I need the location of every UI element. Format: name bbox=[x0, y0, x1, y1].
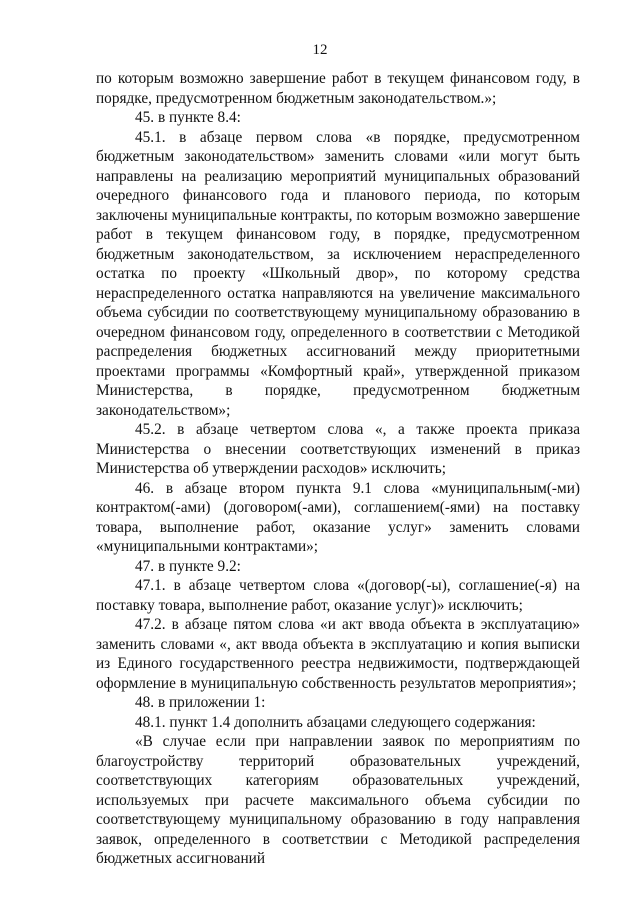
page-number: 12 bbox=[312, 42, 328, 58]
paragraph: 47.1. в абзаце четвертом слова «(договор(-ы), соглашение(-я) на поставку товара, выполнение работ, оказание услуг)» исключить; bbox=[96, 577, 580, 614]
paragraph: 45.2. в абзаце четвертом слова «, а также проекта приказа Министерства о внесении соответствующих изменений в приказ Министерства об утверждении расходов» исключить; bbox=[96, 421, 580, 477]
paragraph: 47.2. в абзаце пятом слова «и акт ввода объекта в эксплуатацию» заменить словами «, акт ввода объекта в эксплуатацию и копия выписки из Единого государственного реестра недвижимости, подтверждающей оформление в муниципальную собственность результатов мероприятия»; bbox=[96, 616, 580, 692]
document-body bbox=[96, 69, 580, 869]
paragraph: 45. в пункте 8.4: bbox=[135, 109, 241, 126]
paragraph: по которым возможно завершение работ в текущем финансовом году, в порядке, предусмотренном бюджетным законодательством.»; bbox=[96, 70, 580, 107]
paragraph: 47. в пункте 9.2: bbox=[135, 557, 241, 575]
paragraph: «В случае если при направлении заявок по мероприятиям по благоустройству территорий образовательных учреждений, соответствующих категориям образовательных учреждений, используемых при расчете максимального объема субсидии по соответствующему муниципальному образованию в году направления заявок, определенного в соответствии с Методикой распределения бюджетных ассигнований bbox=[96, 733, 580, 867]
paragraph: 46. в абзаце втором пункта 9.1 слова «муниципальным(-ми) контрактом(-ами) (договором(-ами), соглашением(-ями) на поставку товара, выполнение работ, оказание услуг» заменить словами «муниципальными контрактами»; bbox=[96, 479, 580, 555]
paragraph: 45.1. в абзаце первом слова «в порядке, предусмотренном бюджетным законодательством» заменить словами «или могут быть направлены на реализацию мероприятий муниципальных образований очередного финансового года и планового периода, по которым заключены муниципальные контракты, по которым возможно завершение работ в текущем финансовом году, в порядке, предусмотренном бюджетным законодательством, за исключением нераспределенного остатка по проекту «Школьный двор», по которому средства нераспределенного остатка направляются на увеличение максимального объема субсидии по соответствующему муниципальному образованию в очередном финансовом году, определенного в соответствии с Методикой распределения бюджетных ассигнований между приоритетными проектами программы «Комфортный край», утвержденной приказом Министерства, в порядке, предусмотренном бюджетным законодательством»; bbox=[96, 128, 580, 419]
paragraph: 48.1. пункт 1.4 дополнить абзацами следующего содержания: bbox=[135, 713, 536, 731]
paragraph: 48. в приложении 1: bbox=[135, 694, 266, 711]
